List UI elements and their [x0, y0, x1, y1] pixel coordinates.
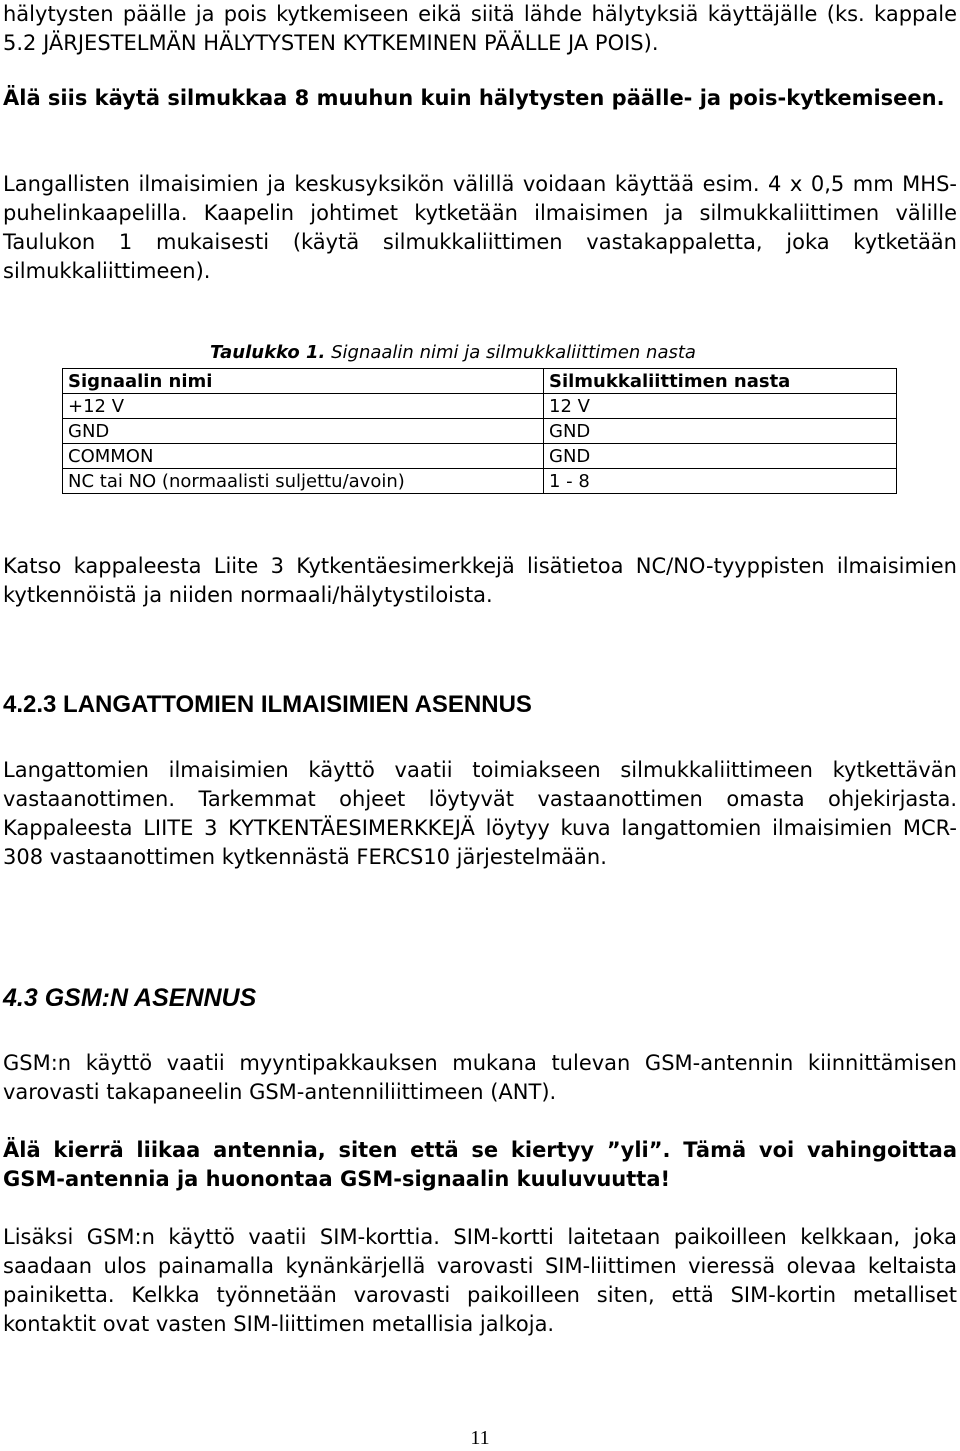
table-row: [63, 394, 897, 419]
table-caption: [210, 340, 696, 366]
table-row: [63, 419, 897, 444]
signal-table: [62, 368, 897, 494]
table-header-cell: Signaalin nimi: [63, 369, 544, 394]
paragraph-wireless: Langattomien ilmaisimien käyttö vaatii toimiakseen silmukkaliittimeen kytkettävän vastaanottimen. Tarkemmat ohjeet löytyvät vastaanottimen omasta ohjekirjasta. Kappaleesta LIITE 3 KYTKENTÄESIMERKKEJÄ löytyy kuva langattomien ilmaisimien MCR-308 vastaanottimen kytkennästä FERCS10 järjestelmään.: [3, 758, 957, 869]
table-caption-label: Taulukko 1.: [210, 342, 326, 363]
paragraph-cabling: Langallisten ilmaisimien ja keskusyksikön välillä voidaan käyttää esim. 4 x 0,5 mm MHS-puhelinkaapelilla. Kaapelin johtimet kytketään ilmaisimen ja silmukkaliittimen välille Taulukon 1 mukaisesti (käytä silmukkaliittimen vastakappaletta, joka kytketään silmukkaliittimeen).: [3, 172, 957, 283]
table-cell: 12 V: [544, 394, 897, 419]
table-cell: COMMON: [63, 444, 544, 469]
paragraph-appendix-reference: Katso kappaleesta Liite 3 Kytkentäesimerkkejä lisätietoa NC/NO-tyyppisten ilmaisimien kytkennöistä ja niiden normaali/hälytystiloista.: [3, 554, 957, 607]
table-cell: NC tai NO (normaalisti suljettu/avoin): [63, 469, 544, 494]
paragraph-intro: hälytysten päälle ja pois kytkemiseen eikä siitä lähde hälytyksiä käyttäjälle (ks. kappale 5.2 JÄRJESTELMÄN HÄLYTYSTEN KYTKEMINEN PÄÄLLE JA POIS).: [3, 2, 957, 55]
table-cell: GND: [63, 419, 544, 444]
section-heading-wireless: 4.2.3 LANGATTOMIEN ILMAISIMIEN ASENNUS: [3, 691, 532, 718]
table-caption-text: Signaalin nimi ja silmukkaliittimen nasta: [325, 342, 696, 363]
paragraph-gsm-antenna: GSM:n käyttö vaatii myyntipakkauksen mukana tulevan GSM-antennin kiinnittämisen varovasti takapaneelin GSM-antenniliittimeen (ANT).: [3, 1051, 957, 1104]
table-cell: +12 V: [63, 394, 544, 419]
warning-paragraph-loop8: Älä siis käytä silmukkaa 8 muuhun kuin hälytysten päälle- ja pois-kytkemiseen.: [3, 86, 945, 110]
table-header-cell: Silmukkaliittimen nasta: [544, 369, 897, 394]
table-header-row: [63, 369, 897, 394]
section-heading-gsm: 4.3 GSM:N ASENNUS: [3, 984, 257, 1012]
paragraph-sim-card: Lisäksi GSM:n käyttö vaatii SIM-korttia. SIM-kortti laitetaan paikoilleen kelkkaan, joka saadaan ulos painamalla kynänkärjellä varovasti SIM-liittimen vieressä olevaa keltaista painiketta. Kelkka työnnetään varovasti paikoilleen siten, että SIM-kortin metalliset kontaktit ovat vasten SIM-liittimen metallisia jalkoja.: [3, 1225, 957, 1336]
warning-paragraph-antenna: Älä kierrä liikaa antennia, siten että se kiertyy ”yli”. Tämä voi vahingoittaa GSM-antennia ja huonontaa GSM-signaalin kuuluvuutta!: [3, 1138, 957, 1191]
table-row: [63, 469, 897, 494]
table-row: [63, 444, 897, 469]
page-number: 11: [470, 1427, 490, 1449]
table-cell: GND: [544, 444, 897, 469]
table-cell: 1 - 8: [544, 469, 897, 494]
table-cell: GND: [544, 419, 897, 444]
